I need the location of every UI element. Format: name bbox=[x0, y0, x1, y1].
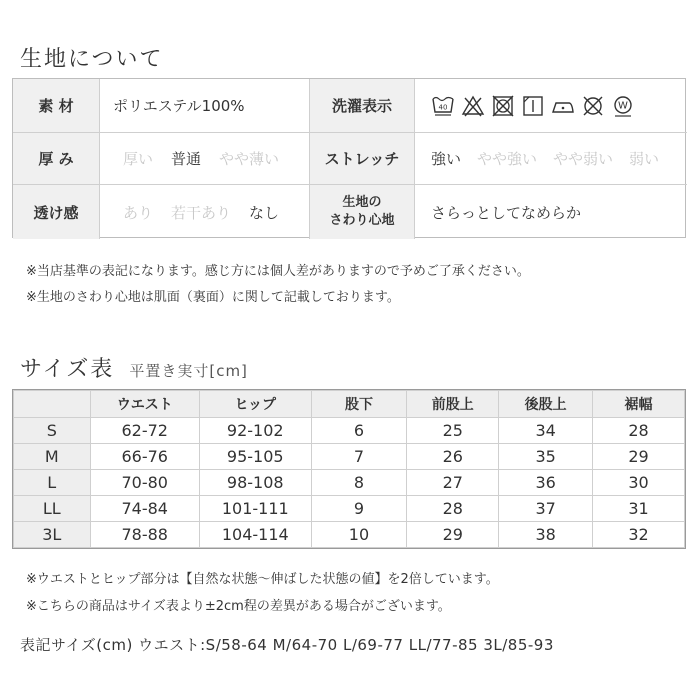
size-header-cell: 前股上 bbox=[407, 391, 499, 418]
material-label: 素 材 bbox=[13, 79, 99, 132]
no-tumble-dry-icon bbox=[491, 94, 515, 118]
size-note-1: ※ウエストとヒップ部分は【自然な状態～伸ばした状態の値】を2倍しています。 bbox=[26, 572, 499, 587]
size-value-cell: 35 bbox=[499, 444, 593, 470]
size-section-header bbox=[20, 352, 248, 383]
size-value-cell: 104-114 bbox=[199, 522, 311, 548]
transparency-label: 透け感 bbox=[13, 185, 99, 239]
size-value-cell: 38 bbox=[499, 522, 593, 548]
care-label: 洗濯表示 bbox=[310, 79, 414, 132]
size-note-2: ※こちらの商品はサイズ表より±2cm程の差異がある場合がございます。 bbox=[26, 599, 451, 614]
wash-40-icon bbox=[431, 94, 455, 118]
size-table bbox=[12, 389, 686, 549]
size-value-cell: 74-84 bbox=[90, 496, 199, 522]
size-value-cell: 25 bbox=[407, 418, 499, 444]
size-label-cell: LL bbox=[14, 496, 91, 522]
transparency-options bbox=[123, 185, 309, 239]
size-value-cell: 62-72 bbox=[90, 418, 199, 444]
thickness-options bbox=[123, 133, 309, 184]
size-value-cell: 32 bbox=[593, 522, 685, 548]
size-table-row bbox=[14, 470, 685, 496]
size-value-cell: 28 bbox=[593, 418, 685, 444]
fabric-row-material bbox=[13, 79, 687, 133]
stretch-label: ストレッチ bbox=[310, 133, 414, 184]
size-table-row bbox=[14, 418, 685, 444]
size-value-cell: 95-105 bbox=[199, 444, 311, 470]
size-section-subtitle: 平置き実寸[cm] bbox=[129, 362, 248, 380]
size-header-cell bbox=[14, 391, 91, 418]
wet-clean-icon bbox=[611, 94, 635, 118]
size-header-cell: 裾幅 bbox=[593, 391, 685, 418]
fabric-row-transparency bbox=[13, 185, 687, 239]
touch-value: さらっとしてなめらか bbox=[431, 203, 582, 222]
stretch-option: やや弱い bbox=[553, 150, 614, 168]
size-table-row bbox=[14, 496, 685, 522]
size-section-title: サイズ表 bbox=[20, 357, 115, 382]
label-size-summary: 表記サイズ(cm) ウエスト:S/58-64 M/64-70 L/69-77 LL/77-85 3L/85-93 bbox=[20, 636, 554, 654]
care-icons bbox=[431, 79, 687, 132]
touch-label-line1: 生地の bbox=[342, 195, 382, 210]
fabric-table bbox=[12, 78, 686, 238]
size-table-header bbox=[14, 391, 685, 418]
transparency-option: なし bbox=[249, 203, 280, 222]
size-value-cell: 26 bbox=[407, 444, 499, 470]
iron-low-icon bbox=[551, 94, 575, 118]
fabric-row-thickness bbox=[13, 133, 687, 185]
no-bleach-icon bbox=[461, 94, 485, 118]
stretch-options bbox=[431, 133, 687, 184]
size-value-cell: 27 bbox=[407, 470, 499, 496]
fabric-note-2: ※生地のさわり心地は肌面（裏面）に関して記載しております。 bbox=[26, 290, 400, 305]
size-value-cell: 8 bbox=[311, 470, 407, 496]
size-label-cell: S bbox=[14, 418, 91, 444]
size-value-cell: 28 bbox=[407, 496, 499, 522]
stretch-option: やや強い bbox=[477, 150, 538, 168]
fabric-note-1: ※当店基準の表記になります。感じ方には個人差がありますので予めご了承ください。 bbox=[26, 264, 530, 279]
size-value-cell: 36 bbox=[499, 470, 593, 496]
thickness-option: 厚い bbox=[123, 150, 154, 168]
size-value-cell: 7 bbox=[311, 444, 407, 470]
size-header-cell: 後股上 bbox=[499, 391, 593, 418]
transparency-option: あり bbox=[123, 203, 154, 222]
size-value-cell: 34 bbox=[499, 418, 593, 444]
size-label-cell: M bbox=[14, 444, 91, 470]
stretch-option: 強い bbox=[431, 150, 462, 168]
line-dry-icon bbox=[521, 94, 545, 118]
wash-temp-text: 40 bbox=[438, 103, 448, 111]
size-value-cell: 70-80 bbox=[90, 470, 199, 496]
thickness-option: 普通 bbox=[171, 150, 202, 168]
fabric-section-title: 生地について bbox=[20, 47, 164, 72]
size-value-cell: 66-76 bbox=[90, 444, 199, 470]
size-value-cell: 29 bbox=[593, 444, 685, 470]
size-table-row bbox=[14, 444, 685, 470]
size-value-cell: 98-108 bbox=[199, 470, 311, 496]
size-table-row bbox=[14, 522, 685, 548]
size-value-cell: 9 bbox=[311, 496, 407, 522]
size-label-cell: 3L bbox=[14, 522, 91, 548]
thickness-label: 厚 み bbox=[13, 133, 99, 184]
touch-label bbox=[310, 185, 414, 239]
size-value-cell: 31 bbox=[593, 496, 685, 522]
wet-clean-text: W bbox=[618, 100, 628, 111]
size-value-cell: 78-88 bbox=[90, 522, 199, 548]
touch-label-line2: さわり心地 bbox=[329, 213, 395, 228]
size-value-cell: 101-111 bbox=[199, 496, 311, 522]
stretch-option: 弱い bbox=[629, 150, 660, 168]
size-value-cell: 10 bbox=[311, 522, 407, 548]
size-header-cell: 股下 bbox=[311, 391, 407, 418]
size-value-cell: 37 bbox=[499, 496, 593, 522]
size-label-cell: L bbox=[14, 470, 91, 496]
size-header-cell: ヒップ bbox=[199, 391, 311, 418]
size-header-cell: ウエスト bbox=[90, 391, 199, 418]
material-value: ポリエステル100% bbox=[113, 97, 245, 115]
size-value-cell: 29 bbox=[407, 522, 499, 548]
size-value-cell: 30 bbox=[593, 470, 685, 496]
no-dry-clean-icon bbox=[581, 94, 605, 118]
thickness-option: やや薄い bbox=[219, 150, 280, 168]
size-value-cell: 6 bbox=[311, 418, 407, 444]
size-value-cell: 92-102 bbox=[199, 418, 311, 444]
transparency-option: 若干あり bbox=[171, 203, 232, 222]
